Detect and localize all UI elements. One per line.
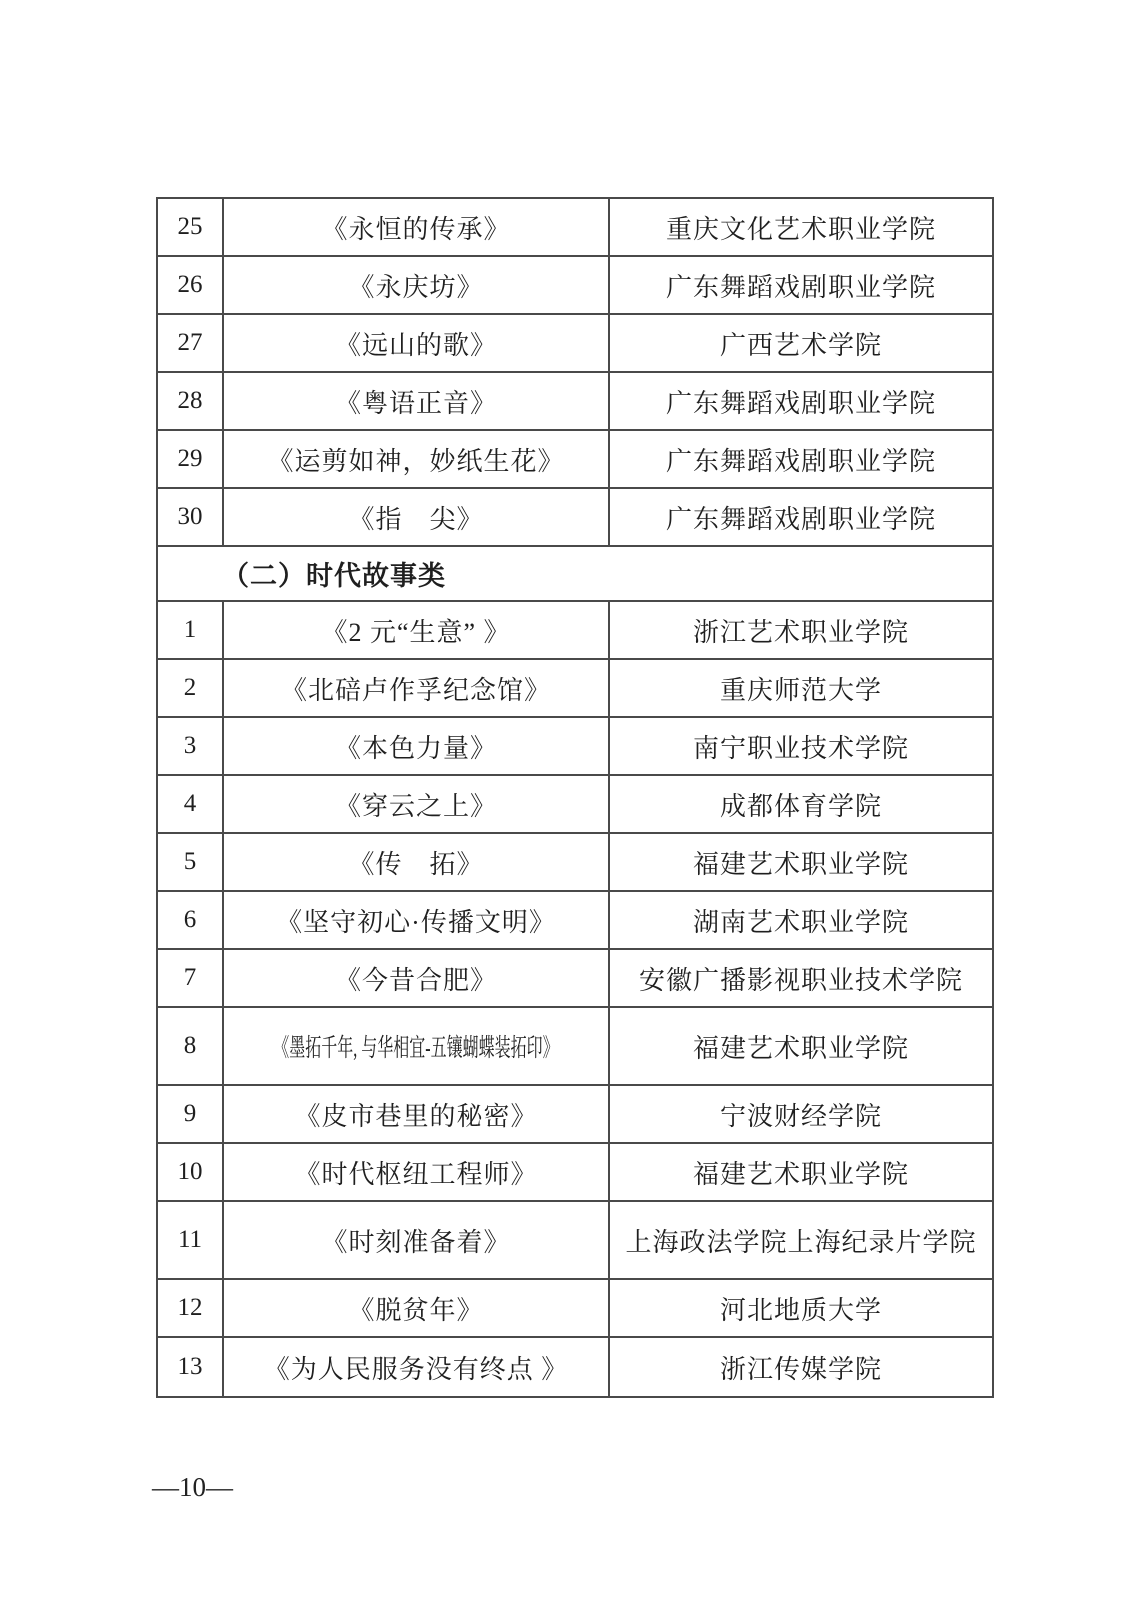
- row-number-cell: [158, 1280, 224, 1336]
- row-number-cell: [158, 1202, 224, 1278]
- work-title: 《北碚卢作孚纪念馆》: [280, 675, 551, 705]
- table-row: [158, 431, 992, 489]
- school-name: 重庆文化艺术职业学院: [665, 214, 936, 244]
- row-number: 1: [183, 616, 197, 643]
- school-name: 重庆师范大学: [719, 675, 882, 705]
- section-header-row: [158, 547, 992, 602]
- row-number-cell: [158, 199, 224, 255]
- school-name-cell: [610, 489, 992, 545]
- row-number: 30: [177, 503, 203, 530]
- row-number: 6: [183, 906, 197, 933]
- work-title: 《运剪如神，妙纸生花》: [267, 446, 565, 476]
- school-name-cell: [610, 950, 992, 1006]
- row-number-cell: [158, 718, 224, 774]
- work-title-cell: [224, 1086, 610, 1142]
- row-number: 5: [183, 848, 197, 875]
- row-number: 8: [183, 1032, 197, 1059]
- row-number: 12: [177, 1294, 203, 1321]
- school-name-cell: [610, 602, 992, 658]
- school-name-cell: [610, 315, 992, 371]
- school-name-cell: [610, 1086, 992, 1142]
- work-title-cell: [224, 257, 610, 313]
- work-title: 《2 元“生意” 》: [321, 617, 511, 647]
- work-title: 《皮市巷里的秘密》: [294, 1101, 538, 1131]
- row-number: 29: [177, 445, 203, 472]
- school-name-cell: [610, 431, 992, 487]
- school-name: 福建艺术职业学院: [692, 1159, 909, 1189]
- row-number-cell: [158, 315, 224, 371]
- work-title: 《远山的歌》: [334, 330, 497, 360]
- row-number: 10: [177, 1158, 203, 1185]
- work-title: 《墨拓千年, 与华相宜-五镶蝴蝶装拓印》: [273, 1035, 559, 1062]
- table-row: [158, 1338, 992, 1396]
- work-title-cell: [224, 602, 610, 658]
- school-name: 上海政法学院上海纪录片学院: [625, 1227, 977, 1257]
- work-title: 《时代枢纽工程师》: [294, 1159, 538, 1189]
- work-title: 《脱贫年》: [348, 1295, 484, 1325]
- work-title-cell: [224, 373, 610, 429]
- school-name-cell: [610, 199, 992, 255]
- row-number-cell: [158, 489, 224, 545]
- row-number: 3: [183, 732, 197, 759]
- work-title: 《今昔合肥》: [334, 965, 497, 995]
- row-number: 2: [183, 674, 197, 701]
- row-number: 28: [177, 387, 203, 414]
- row-number-cell: [158, 1086, 224, 1142]
- school-name-cell: [610, 257, 992, 313]
- school-name: 河北地质大学: [719, 1295, 882, 1325]
- school-name: 成都体育学院: [719, 791, 882, 821]
- row-number-cell: [158, 834, 224, 890]
- table-row: [158, 315, 992, 373]
- table-row: [158, 1280, 992, 1338]
- work-title-cell: [224, 489, 610, 545]
- work-title-cell: [224, 892, 610, 948]
- work-title-cell: [224, 1008, 610, 1084]
- work-title: 《永庆坊》: [348, 272, 484, 302]
- work-title: 《穿云之上》: [334, 791, 497, 821]
- work-title-cell: [224, 718, 610, 774]
- row-number-cell: [158, 660, 224, 716]
- work-title-cell: [224, 431, 610, 487]
- school-name-cell: [610, 1144, 992, 1200]
- row-number-cell: [158, 950, 224, 1006]
- row-number: 11: [177, 1226, 203, 1253]
- school-name-cell: [610, 892, 992, 948]
- school-name: 福建艺术职业学院: [692, 1033, 909, 1063]
- table-row: [158, 1008, 992, 1086]
- school-name: 福建艺术职业学院: [692, 849, 909, 879]
- school-name: 浙江传媒学院: [719, 1354, 882, 1384]
- school-name: 广东舞蹈戏剧职业学院: [665, 446, 936, 476]
- work-title: 《指 尖》: [348, 504, 484, 534]
- school-name: 浙江艺术职业学院: [692, 617, 909, 647]
- school-name-cell: [610, 373, 992, 429]
- section-header-label: （二）时代故事类: [222, 561, 446, 591]
- work-title: 《永恒的传承》: [321, 214, 511, 244]
- work-title-cell: [224, 1144, 610, 1200]
- row-number-cell: [158, 1008, 224, 1084]
- table-row: [158, 373, 992, 431]
- work-title: 《为人民服务没有终点 》: [263, 1354, 569, 1384]
- row-number-cell: [158, 257, 224, 313]
- school-name-cell: [610, 718, 992, 774]
- work-title: 《本色力量》: [334, 733, 497, 763]
- table-row: [158, 489, 992, 547]
- work-title-cell: [224, 1280, 610, 1336]
- page-number: —10—: [152, 1472, 233, 1502]
- row-number-cell: [158, 892, 224, 948]
- school-name-cell: [610, 1338, 992, 1396]
- table-row: [158, 1202, 992, 1280]
- row-number: 13: [177, 1353, 203, 1380]
- work-title-cell: [224, 950, 610, 1006]
- row-number-cell: [158, 431, 224, 487]
- table-row: [158, 950, 992, 1008]
- school-name-cell: [610, 1008, 992, 1084]
- row-number: 27: [177, 329, 203, 356]
- row-number-cell: [158, 1338, 224, 1396]
- school-name-cell: [610, 834, 992, 890]
- table-row: [158, 834, 992, 892]
- school-name: 广西艺术学院: [719, 330, 882, 360]
- row-number: 25: [177, 213, 203, 240]
- work-title-cell: [224, 1202, 610, 1278]
- work-title: 《粤语正音》: [334, 388, 497, 418]
- table-row: [158, 199, 992, 257]
- row-number: 26: [177, 271, 203, 298]
- results-table: [156, 197, 994, 1398]
- school-name: 广东舞蹈戏剧职业学院: [665, 504, 936, 534]
- school-name-cell: [610, 660, 992, 716]
- school-name: 广东舞蹈戏剧职业学院: [665, 272, 936, 302]
- table-row: [158, 602, 992, 660]
- work-title-cell: [224, 199, 610, 255]
- table-row: [158, 1086, 992, 1144]
- school-name: 宁波财经学院: [719, 1101, 882, 1131]
- work-title-cell: [224, 660, 610, 716]
- row-number: 9: [183, 1100, 197, 1127]
- school-name: 广东舞蹈戏剧职业学院: [665, 388, 936, 418]
- school-name-cell: [610, 776, 992, 832]
- row-number: 7: [183, 964, 197, 991]
- row-number-cell: [158, 373, 224, 429]
- row-number: 4: [183, 790, 197, 817]
- table-row: [158, 660, 992, 718]
- work-title: 《传 拓》: [348, 849, 484, 879]
- work-title-cell: [224, 776, 610, 832]
- school-name-cell: [610, 1280, 992, 1336]
- work-title: 《时刻准备着》: [321, 1227, 511, 1257]
- table-row: [158, 718, 992, 776]
- row-number-cell: [158, 602, 224, 658]
- school-name: 安徽广播影视职业技术学院: [638, 965, 963, 995]
- table-row: [158, 892, 992, 950]
- school-name-cell: [610, 1202, 992, 1278]
- work-title-cell: [224, 315, 610, 371]
- school-name: 湖南艺术职业学院: [692, 907, 909, 937]
- work-title: 《坚守初心·传播文明》: [276, 907, 556, 937]
- row-number-cell: [158, 776, 224, 832]
- row-number-cell: [158, 1144, 224, 1200]
- work-title-cell: [224, 1338, 610, 1396]
- table-row: [158, 257, 992, 315]
- table-row: [158, 1144, 992, 1202]
- work-title-cell: [224, 834, 610, 890]
- school-name: 南宁职业技术学院: [692, 733, 909, 763]
- table-row: [158, 776, 992, 834]
